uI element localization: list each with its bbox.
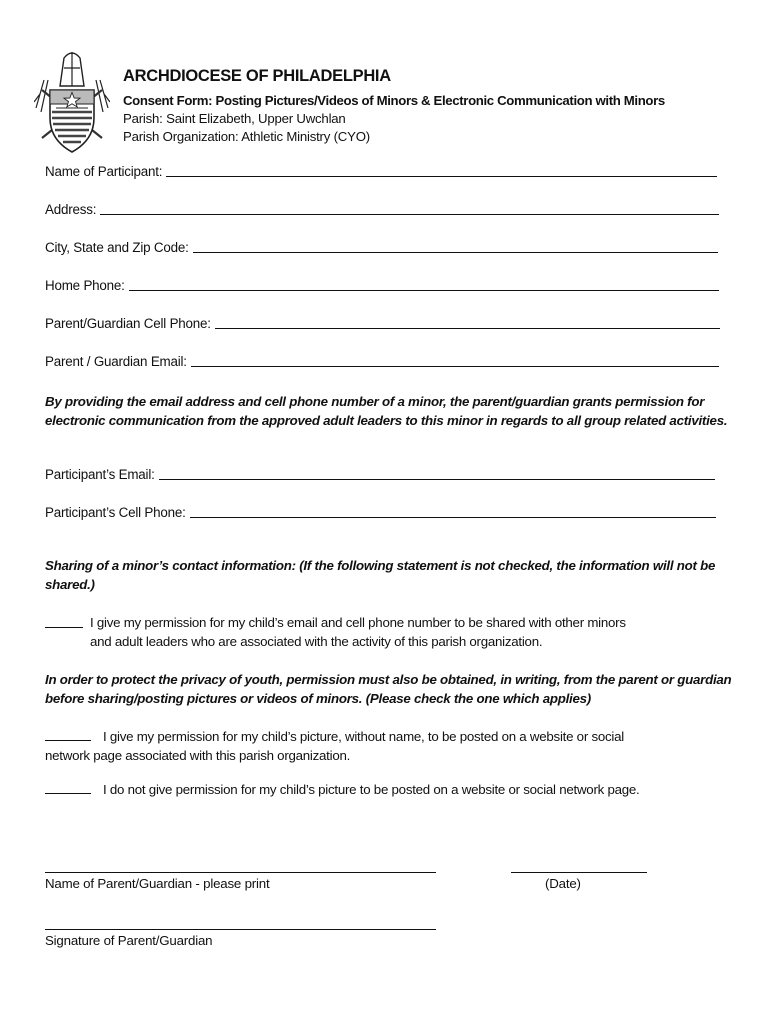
sharing-heading: Sharing of a minor’s contact information: (If the following statement is not checked, the information will not be shared.) xyxy=(45,558,716,592)
form-header xyxy=(123,66,743,146)
form-title: Consent Form: Posting Pictures/Videos of Minors & Electronic Communication with Minors xyxy=(123,93,665,108)
participant-cell-line[interactable] xyxy=(190,505,716,518)
archdiocese-seal-icon xyxy=(34,46,110,158)
address-line[interactable] xyxy=(100,202,719,215)
picture-denial-text: I do not give permission for my child’s picture to be posted on a website or social network page. xyxy=(103,782,640,797)
guardian-email-field[interactable] xyxy=(45,354,719,369)
picture-permission-text-2: network page associated with this parish organization. xyxy=(45,748,351,763)
sharing-consent-text-2: and adult leaders who are associated with the activity of this parish organization. xyxy=(90,634,543,649)
guardian-name-line[interactable] xyxy=(45,872,436,873)
participant-email-line[interactable] xyxy=(159,467,715,480)
address-field[interactable] xyxy=(45,202,719,217)
picture-permission-checkline[interactable] xyxy=(45,728,91,741)
guardian-cell-field[interactable] xyxy=(45,316,720,331)
participant-email-field[interactable] xyxy=(45,467,715,482)
participant-name-label: Name of Participant: xyxy=(45,164,163,179)
participant-email-label: Participant’s Email: xyxy=(45,467,155,482)
date-label: (Date) xyxy=(545,876,581,891)
org-name: ARCHDIOCESE OF PHILADELPHIA xyxy=(123,67,391,85)
parish-name: Parish: Saint Elizabeth, Upper Uwchlan xyxy=(123,111,346,126)
guardian-cell-label: Parent/Guardian Cell Phone: xyxy=(45,316,211,331)
city-state-zip-field[interactable] xyxy=(45,240,718,255)
guardian-signature-label: Signature of Parent/Guardian xyxy=(45,933,213,948)
participant-cell-label: Participant’s Cell Phone: xyxy=(45,505,186,520)
home-phone-line[interactable] xyxy=(129,278,719,291)
privacy-heading: In order to protect the privacy of youth, permission must also be obtained, in writing, from the parent or guardian before sharing/posting pictures or videos of minors. (Please check the one which applies) xyxy=(45,672,732,706)
parish-organization: Parish Organization: Athletic Ministry (CYO) xyxy=(123,129,370,144)
guardian-email-label: Parent / Guardian Email: xyxy=(45,354,187,369)
sharing-consent-checkline[interactable] xyxy=(45,615,83,628)
picture-permission-item xyxy=(45,727,745,765)
picture-denial-item xyxy=(45,780,745,799)
picture-denial-checkline[interactable] xyxy=(45,781,91,794)
guardian-cell-line[interactable] xyxy=(215,316,720,329)
home-phone-label: Home Phone: xyxy=(45,278,125,293)
participant-name-field[interactable] xyxy=(45,164,717,179)
guardian-signature-line[interactable] xyxy=(45,929,436,930)
sharing-consent-text-1: I give my permission for my child’s email and cell phone number to be shared with other minors xyxy=(90,615,626,630)
guardian-email-line[interactable] xyxy=(191,354,719,367)
city-state-zip-label: City, State and Zip Code: xyxy=(45,240,189,255)
sharing-consent-item xyxy=(45,613,745,651)
address-label: Address: xyxy=(45,202,97,217)
date-line[interactable] xyxy=(511,872,647,873)
electronic-permission-statement: By providing the email address and cell phone number of a minor, the parent/guardian grants permission for electronic communication from the approved adult leaders to this minor in regards to all group related activities. xyxy=(45,394,728,428)
city-state-zip-line[interactable] xyxy=(193,240,718,253)
home-phone-field[interactable] xyxy=(45,278,719,293)
guardian-name-label: Name of Parent/Guardian - please print xyxy=(45,876,270,891)
participant-cell-field[interactable] xyxy=(45,505,716,520)
picture-permission-text-1: I give my permission for my child’s picture, without name, to be posted on a website or social xyxy=(103,729,624,744)
participant-name-line[interactable] xyxy=(166,164,717,177)
